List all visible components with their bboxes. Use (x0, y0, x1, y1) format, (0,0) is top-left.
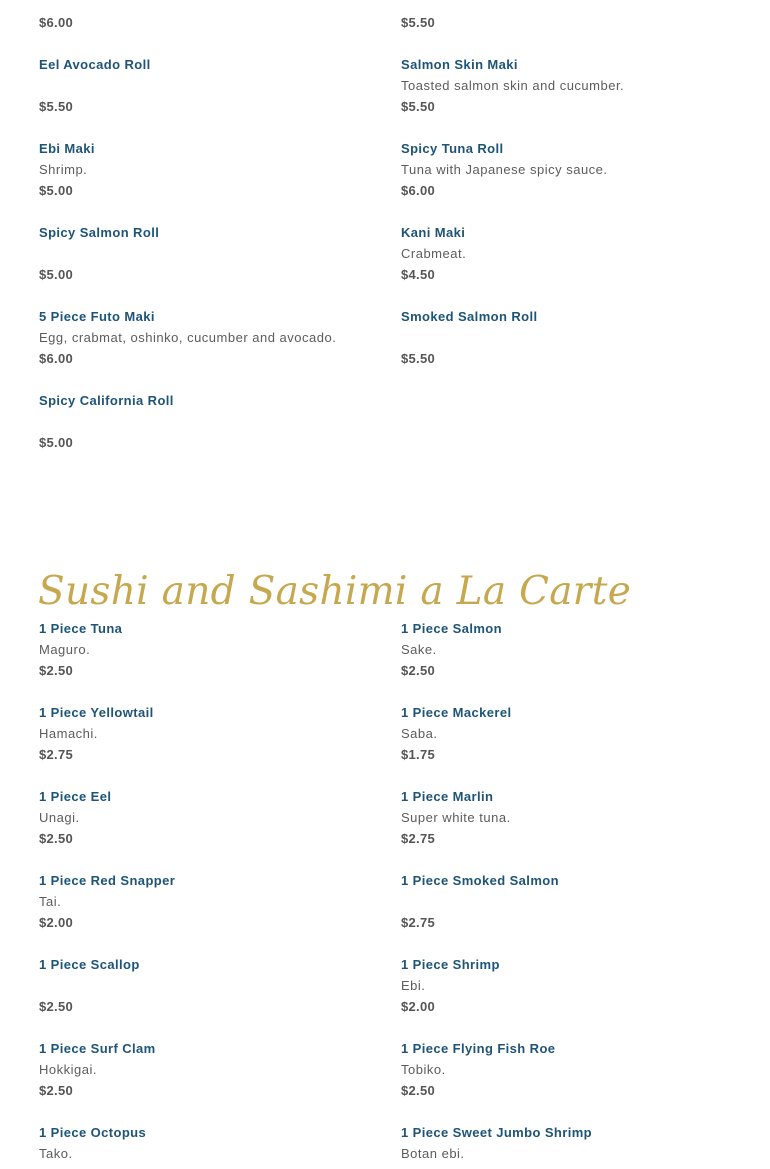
item-price: $2.50 (39, 831, 74, 846)
item-name: 1 Piece Eel (39, 789, 112, 804)
item-description: Tai. (39, 894, 62, 909)
item-price: $1.75 (401, 747, 436, 762)
item-price: $2.75 (39, 747, 74, 762)
item-name: 1 Piece Scallop (39, 957, 140, 972)
item-price: $2.50 (401, 1083, 436, 1098)
item-name: Spicy Salmon Roll (39, 225, 160, 240)
item-price: $2.50 (39, 663, 74, 678)
item-description: Super white tuna. (401, 810, 511, 825)
item-price: $2.00 (39, 915, 74, 930)
item-description: Sake. (401, 642, 437, 657)
item-price: $5.50 (401, 99, 436, 114)
item-name: 5 Piece Futo Maki (39, 309, 155, 324)
item-price: $2.75 (401, 831, 436, 846)
item-name: 1 Piece Tuna (39, 621, 123, 636)
item-price: $5.00 (39, 267, 74, 282)
item-name: 1 Piece Mackerel (401, 705, 512, 720)
item-name: 1 Piece Surf Clam (39, 1041, 156, 1056)
item-description: Toasted salmon skin and cucumber. (401, 78, 625, 93)
item-price: $5.50 (401, 351, 436, 366)
item-name: Spicy Tuna Roll (401, 141, 504, 156)
item-name: Spicy California Roll (39, 393, 174, 408)
item-name: 1 Piece Shrimp (401, 957, 500, 972)
item-description: Shrimp. (39, 162, 88, 177)
item-price: $5.00 (39, 183, 74, 198)
item-description: Botan ebi. (401, 1146, 465, 1161)
section-title: Sushi and Sashimi a La Carte (38, 569, 632, 614)
item-description: Crabmeat. (401, 246, 467, 261)
item-price: $5.50 (401, 15, 436, 30)
item-price: $2.00 (401, 999, 436, 1014)
item-price: $6.00 (401, 183, 436, 198)
item-name: 1 Piece Octopus (39, 1125, 147, 1140)
item-price: $6.00 (39, 15, 74, 30)
item-price: $2.75 (401, 915, 436, 930)
item-description: Tobiko. (401, 1062, 446, 1077)
item-price: $6.00 (39, 351, 74, 366)
item-name: Salmon Skin Maki (401, 57, 518, 72)
item-name: 1 Piece Red Snapper (39, 873, 176, 888)
item-name: Ebi Maki (39, 141, 95, 156)
item-price: $2.50 (39, 1083, 74, 1098)
item-description: Unagi. (39, 810, 80, 825)
item-description: Tako. (39, 1146, 73, 1161)
item-price: $5.50 (39, 99, 74, 114)
item-name: 1 Piece Sweet Jumbo Shrimp (401, 1125, 593, 1140)
item-description: Maguro. (39, 642, 91, 657)
item-name: Smoked Salmon Roll (401, 309, 538, 324)
item-description: Hamachi. (39, 726, 98, 741)
item-description: Saba. (401, 726, 438, 741)
item-name: Eel Avocado Roll (39, 57, 151, 72)
item-price: $2.50 (401, 663, 436, 678)
item-name: 1 Piece Yellowtail (39, 705, 154, 720)
item-name: 1 Piece Flying Fish Roe (401, 1041, 556, 1056)
item-price: $4.50 (401, 267, 436, 282)
item-description: Egg, crabmat, oshinko, cucumber and avocado. (39, 330, 337, 345)
item-name: Kani Maki (401, 225, 466, 240)
item-name: 1 Piece Marlin (401, 789, 494, 804)
item-name: 1 Piece Smoked Salmon (401, 873, 559, 888)
item-description: Tuna with Japanese spicy sauce. (401, 162, 608, 177)
item-price: $2.50 (39, 999, 74, 1014)
item-price: $5.00 (39, 435, 74, 450)
item-description: Ebi. (401, 978, 426, 993)
item-name: 1 Piece Salmon (401, 621, 502, 636)
item-description: Hokkigai. (39, 1062, 97, 1077)
